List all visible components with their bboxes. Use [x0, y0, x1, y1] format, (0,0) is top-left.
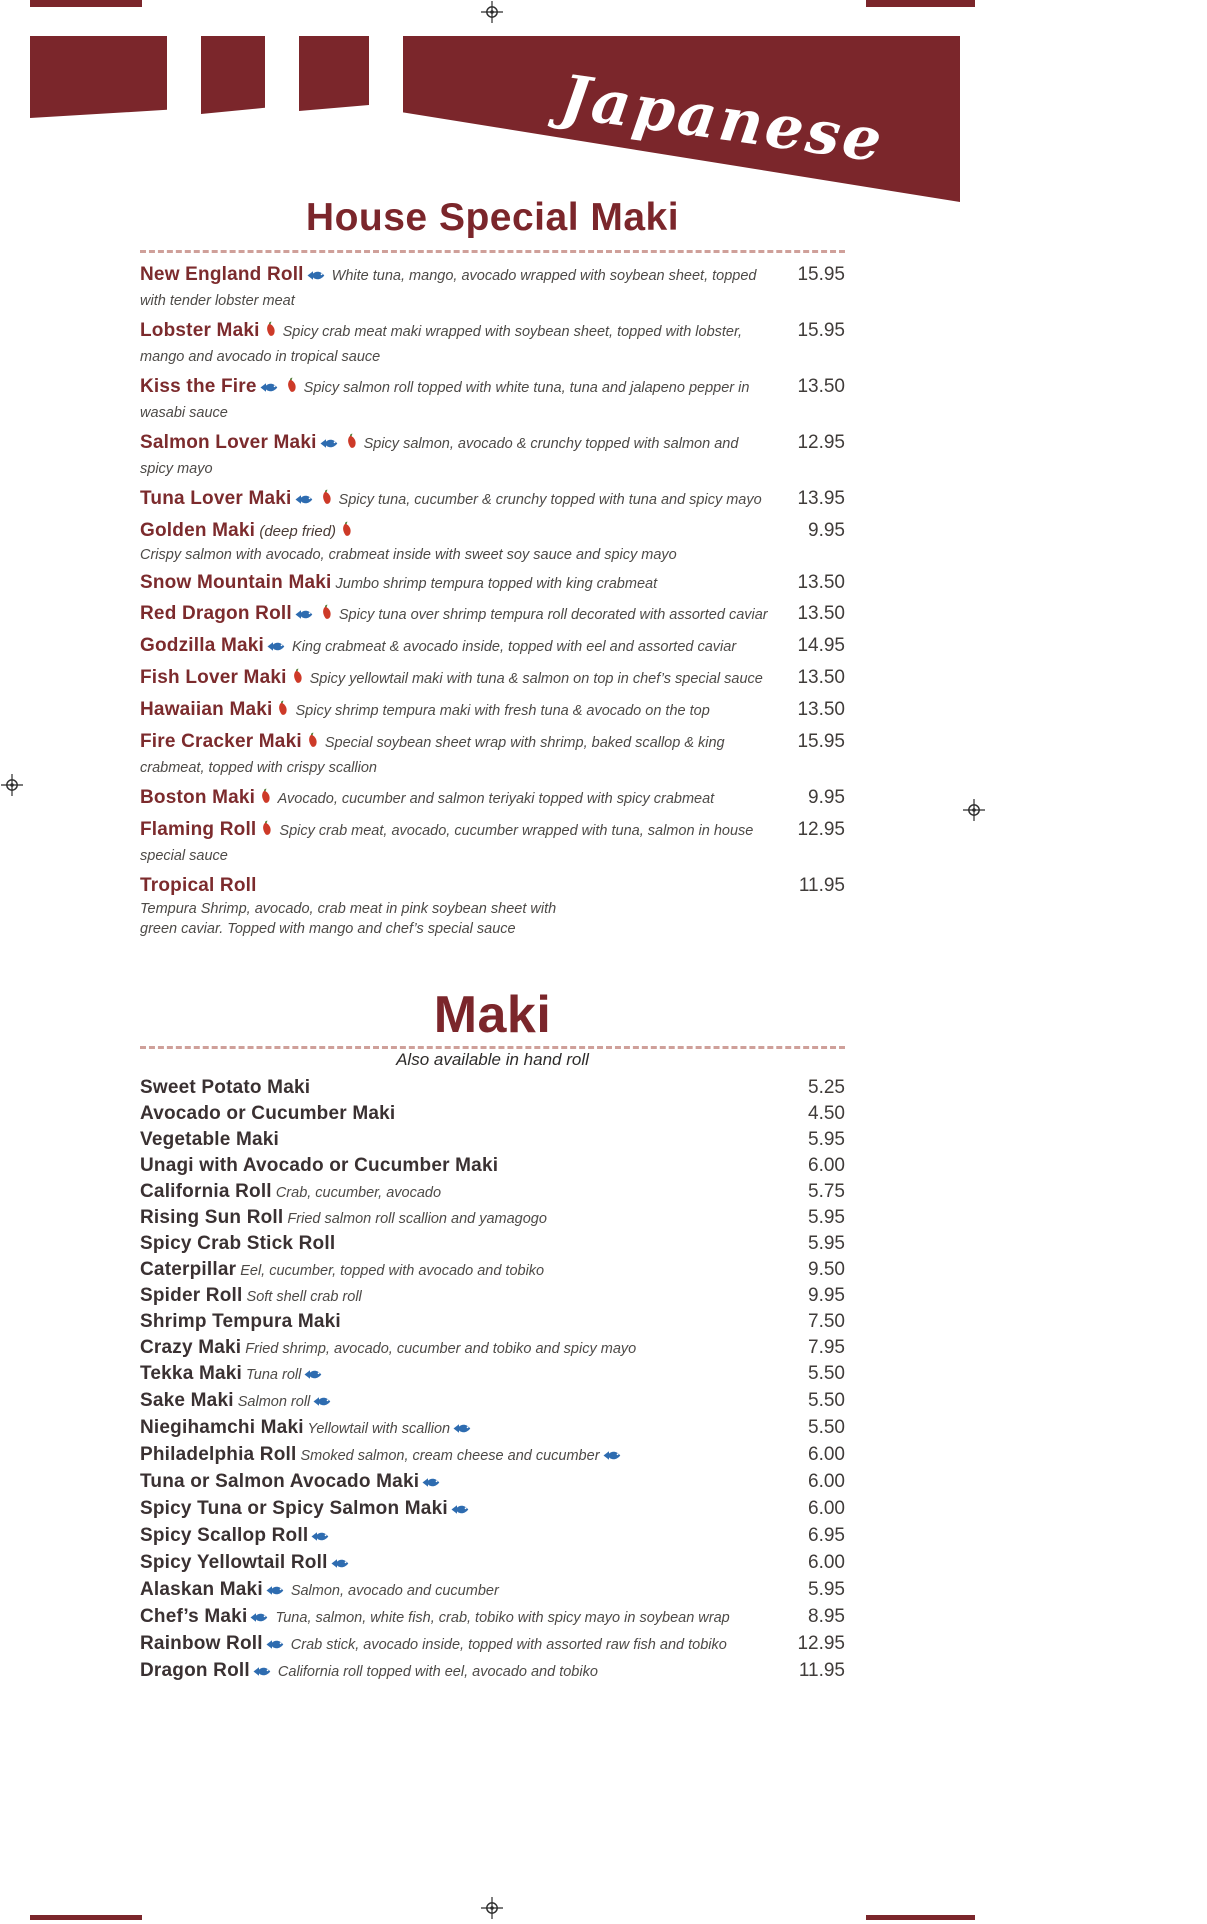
menu-item-main	[140, 1154, 783, 1179]
item-name: Dragon Roll	[140, 1660, 250, 1682]
menu-item	[140, 786, 845, 812]
menu-item-main	[140, 1284, 783, 1309]
menu-item-main	[140, 1232, 783, 1257]
menu-item	[140, 1128, 845, 1153]
menu-item-main	[140, 1524, 783, 1550]
item-price: 12.95	[797, 818, 845, 840]
item-price: 4.50	[808, 1103, 845, 1125]
menu-item	[140, 571, 845, 596]
menu-item	[140, 1632, 845, 1658]
menu-item-main	[140, 1336, 783, 1361]
menu-item	[140, 730, 845, 780]
item-name: Godzilla Maki	[140, 634, 265, 656]
item-price: 9.95	[808, 786, 845, 808]
menu-item	[140, 1076, 845, 1101]
item-price: 9.50	[808, 1259, 845, 1281]
item-price: 6.00	[808, 1444, 845, 1466]
item-description: California roll topped with eel, avocado and tobiko	[273, 1664, 598, 1681]
item-name: Kiss the Fire	[140, 375, 257, 397]
item-price: 11.95	[798, 874, 845, 896]
item-price: 9.95	[808, 1285, 845, 1307]
item-price: 13.50	[797, 571, 845, 593]
item-description-line: Tempura Shrimp, avocado, crab meat in pink soybean sheet with	[140, 900, 557, 917]
item-price: 5.50	[808, 1363, 845, 1385]
item-name: Tropical Roll	[140, 874, 257, 896]
item-description: Salmon, avocado and cucumber	[286, 1583, 499, 1600]
item-name: Rising Sun Roll	[140, 1207, 284, 1229]
item-name: Avocado or Cucumber Maki	[140, 1103, 396, 1125]
fish-icon	[453, 1418, 471, 1442]
item-price: 13.50	[797, 375, 845, 397]
chili-pepper-icon	[263, 321, 276, 345]
item-name: Unagi with Avocado or Cucumber Maki	[140, 1155, 499, 1177]
menu-item	[140, 1659, 845, 1685]
item-description: Spicy crab meat, avocado, cucumber wrapped with tuna, salmon in house special sauce	[140, 822, 754, 864]
item-price: 5.95	[808, 1579, 845, 1601]
item-description: Spicy yellowtail maki with tuna & salmon on top in chef’s special sauce	[305, 670, 763, 687]
fish-icon	[260, 377, 278, 401]
item-description: Special soybean sheet wrap with shrimp, baked scallop & king crabmeat, topped with crispy scallion	[140, 734, 725, 776]
menu-item-main	[140, 666, 783, 692]
item-price: 5.95	[808, 1207, 845, 1229]
item-name: Fire Cracker Maki	[140, 730, 302, 752]
menu-item-main	[140, 519, 783, 565]
item-price: 12.95	[797, 1633, 845, 1655]
chili-pepper-icon	[344, 433, 357, 457]
menu-item-main	[140, 431, 783, 481]
item-name: Lobster Maki	[140, 319, 260, 341]
menu-item-main	[140, 571, 783, 596]
item-description: Fried salmon roll scallion and yamagogo	[283, 1211, 547, 1228]
item-name: Philadelphia Roll	[140, 1444, 297, 1466]
menu-item-main	[140, 1389, 783, 1415]
menu-item-main	[140, 602, 783, 628]
menu-item-main	[140, 319, 783, 369]
menu-content	[140, 196, 845, 1686]
item-description: Spicy crab meat maki wrapped with soybean sheet, topped with lobster, mango and avocado in tropical sauce	[140, 323, 743, 365]
menu-item	[140, 1232, 845, 1257]
item-description: Fried shrimp, avocado, cucumber and tobiko and spicy mayo	[241, 1341, 637, 1358]
item-price: 5.50	[808, 1417, 845, 1439]
item-description: Spicy shrimp tempura maki with fresh tuna & avocado on the top	[291, 702, 710, 719]
chili-pepper-icon	[339, 521, 352, 545]
section-maki	[140, 987, 845, 1685]
menu-item	[140, 1605, 845, 1631]
registration-mark-bottom	[481, 1897, 503, 1919]
registration-mark-top	[481, 1, 503, 23]
menu-item-main	[140, 1362, 783, 1388]
menu-item-main	[140, 1180, 783, 1205]
item-description: White tuna, mango, avocado wrapped with soybean sheet, topped with tender lobster meat	[140, 267, 757, 309]
menu-item	[140, 375, 845, 425]
banner-strip-top-left	[30, 0, 142, 7]
item-name: Vegetable Maki	[140, 1129, 280, 1151]
menu-item	[140, 1336, 845, 1361]
menu-item	[140, 1102, 845, 1127]
item-name: Golden Maki	[140, 519, 256, 541]
item-price: 6.00	[808, 1471, 845, 1493]
section-title: Maki	[433, 985, 552, 1044]
chili-pepper-icon	[259, 820, 272, 844]
menu-item-main	[140, 1470, 783, 1496]
chili-pepper-icon	[290, 668, 303, 692]
registration-mark-right	[963, 799, 985, 821]
item-name: Boston Maki	[140, 786, 256, 808]
menu-item	[140, 1206, 845, 1231]
item-name: Salmon Lover Maki	[140, 431, 317, 453]
banner-stripe-3	[299, 36, 369, 111]
item-description: Jumbo shrimp tempura topped with king crabmeat	[331, 575, 658, 592]
item-price: 5.95	[808, 1129, 845, 1151]
menu-item	[140, 1154, 845, 1179]
menu-item-main	[140, 263, 783, 313]
item-name: Spicy Tuna or Spicy Salmon Maki	[140, 1498, 448, 1520]
menu-item	[140, 1416, 845, 1442]
fish-icon	[313, 1391, 331, 1415]
menu-item-main	[140, 786, 783, 812]
menu-item-main	[140, 1128, 783, 1153]
fish-icon	[422, 1472, 440, 1496]
chili-pepper-icon	[319, 489, 332, 513]
menu-item-main	[140, 818, 783, 868]
menu-item-main	[140, 1497, 783, 1523]
item-description: Avocado, cucumber and salmon teriyaki topped with spicy crabmeat	[274, 790, 715, 807]
item-price: 15.95	[797, 730, 845, 752]
item-description: Spicy tuna, cucumber & crunchy topped with tuna and spicy mayo	[334, 491, 762, 508]
fish-icon	[451, 1499, 469, 1523]
item-note: (deep fried)	[255, 522, 337, 540]
menu-item-main	[140, 1206, 783, 1231]
menu-item-main	[140, 1443, 783, 1469]
item-price: 6.00	[808, 1498, 845, 1520]
menu-item-main	[140, 1416, 783, 1442]
item-price: 6.00	[808, 1155, 845, 1177]
item-price: 15.95	[797, 319, 845, 341]
item-name: New England Roll	[140, 263, 304, 285]
dashed-divider	[140, 250, 845, 253]
banner-strip-top-right	[866, 0, 975, 7]
item-price: 12.95	[797, 431, 845, 453]
item-price: 13.50	[797, 602, 845, 624]
section-house-special-maki	[140, 196, 845, 939]
item-name: Spider Roll	[140, 1285, 243, 1307]
menu-item-main	[140, 1102, 783, 1127]
fish-icon	[267, 636, 285, 660]
section-subtitle: Also available in hand roll	[396, 1050, 589, 1070]
item-price: 11.95	[798, 1660, 845, 1682]
item-description: Spicy salmon, avocado & crunchy topped with salmon and spicy mayo	[140, 435, 739, 477]
menu-item-main	[140, 634, 783, 660]
section-items	[140, 1076, 845, 1685]
item-price: 5.75	[808, 1181, 845, 1203]
fish-icon	[253, 1661, 271, 1685]
menu-item-main	[140, 730, 783, 780]
item-name: Chef’s Maki	[140, 1606, 248, 1628]
item-description: King crabmeat & avocado inside, topped with eel and assorted caviar	[288, 638, 737, 655]
item-description: Tuna roll	[241, 1367, 302, 1384]
menu-item	[140, 1551, 845, 1577]
item-name: Spicy Crab Stick Roll	[140, 1233, 336, 1255]
menu-item	[140, 319, 845, 369]
menu-item	[140, 487, 845, 513]
item-price: 6.00	[808, 1552, 845, 1574]
menu-item	[140, 1258, 845, 1283]
item-price: 13.50	[797, 698, 845, 720]
item-name: Spicy Scallop Roll	[140, 1525, 309, 1547]
fish-icon	[320, 433, 338, 457]
banner-stripe-1	[30, 36, 167, 118]
menu-item	[140, 1362, 845, 1388]
item-price: 5.95	[808, 1233, 845, 1255]
menu-item-main	[140, 1310, 783, 1335]
item-description: Spicy tuna over shrimp tempura roll decorated with assorted caviar	[334, 606, 768, 623]
item-description: Smoked salmon, cream cheese and cucumber	[296, 1448, 600, 1465]
banner-title-text: Japanese	[556, 62, 889, 177]
banner-strip-bottom-left	[30, 1915, 142, 1920]
fish-icon	[295, 489, 313, 513]
menu-item	[140, 1310, 845, 1335]
item-description: Yellowtail with scallion	[303, 1421, 451, 1438]
banner-strip-bottom-right	[866, 1915, 975, 1920]
item-description-line: green caviar. Topped with mango and chef’s special sauce	[140, 920, 516, 937]
item-name: Red Dragon Roll	[140, 602, 292, 624]
menu-item	[140, 519, 845, 565]
item-price: 15.95	[797, 263, 845, 285]
item-description: Crab stick, avocado inside, topped with assorted raw fish and tobiko	[286, 1637, 727, 1654]
menu-item	[140, 1578, 845, 1604]
item-name: Tuna Lover Maki	[140, 487, 292, 509]
menu-item	[140, 1470, 845, 1496]
item-name: Spicy Yellowtail Roll	[140, 1552, 328, 1574]
item-name: Tekka Maki	[140, 1363, 242, 1385]
item-description: Spicy salmon roll topped with white tuna, tuna and jalapeno pepper in wasabi sauce	[140, 379, 750, 421]
menu-item	[140, 1389, 845, 1415]
menu-item	[140, 263, 845, 313]
fish-icon	[311, 1526, 329, 1550]
fish-icon	[295, 604, 313, 628]
fish-icon	[603, 1445, 621, 1469]
menu-item-main	[140, 1605, 783, 1631]
fish-icon	[331, 1553, 349, 1577]
item-price: 13.95	[797, 487, 845, 509]
item-price: 5.25	[808, 1077, 845, 1099]
menu-item	[140, 818, 845, 868]
menu-item-main	[140, 698, 783, 724]
chili-pepper-icon	[305, 732, 318, 756]
item-name: Crazy Maki	[140, 1337, 242, 1359]
item-name: Fish Lover Maki	[140, 666, 287, 688]
menu-item-main	[140, 375, 783, 425]
item-name: Sweet Potato Maki	[140, 1077, 311, 1099]
registration-mark-left	[1, 774, 23, 796]
item-price: 7.50	[808, 1311, 845, 1333]
menu-item-main	[140, 1258, 783, 1283]
menu-item	[140, 874, 845, 939]
item-name: California Roll	[140, 1181, 272, 1203]
item-price: 14.95	[797, 634, 845, 656]
menu-item-main	[140, 1551, 783, 1577]
item-name: Snow Mountain Maki	[140, 571, 332, 593]
item-name: Shrimp Tempura Maki	[140, 1311, 341, 1333]
item-description: Soft shell crab roll	[242, 1289, 362, 1306]
menu-item-main	[140, 874, 783, 939]
item-price: 7.95	[808, 1337, 845, 1359]
chili-pepper-icon	[284, 377, 297, 401]
item-name: Niegihamchi Maki	[140, 1417, 304, 1439]
menu-item-main	[140, 1632, 783, 1658]
item-name: Alaskan Maki	[140, 1579, 263, 1601]
item-name: Tuna or Salmon Avocado Maki	[140, 1471, 420, 1493]
chili-pepper-icon	[319, 604, 332, 628]
item-price: 13.50	[797, 666, 845, 688]
menu-item-main	[140, 487, 783, 513]
menu-item-main	[140, 1076, 783, 1101]
dashed-divider	[140, 1046, 845, 1049]
chili-pepper-icon	[258, 788, 271, 812]
menu-item-main	[140, 1578, 783, 1604]
item-description: Salmon roll	[233, 1394, 311, 1411]
menu-item	[140, 1524, 845, 1550]
fish-icon	[304, 1364, 322, 1388]
item-description: Tuna, salmon, white fish, crab, tobiko with spicy mayo in soybean wrap	[271, 1610, 730, 1627]
item-description-line: Crispy salmon with avocado, crabmeat inside with sweet soy sauce and spicy mayo	[140, 546, 677, 563]
fish-icon	[250, 1607, 268, 1631]
menu-item	[140, 602, 845, 628]
fish-icon	[307, 265, 325, 289]
menu-item	[140, 1443, 845, 1469]
section-items	[140, 263, 845, 939]
menu-item-main	[140, 1659, 783, 1685]
menu-item	[140, 666, 845, 692]
item-name: Flaming Roll	[140, 818, 257, 840]
item-description: Crab, cucumber, avocado	[271, 1185, 442, 1202]
menu-item	[140, 431, 845, 481]
item-price: 8.95	[808, 1606, 845, 1628]
menu-item	[140, 1284, 845, 1309]
item-price: 6.95	[808, 1525, 845, 1547]
fish-icon	[266, 1580, 284, 1604]
item-name: Hawaiian Maki	[140, 698, 273, 720]
menu-item	[140, 634, 845, 660]
item-name: Caterpillar	[140, 1259, 237, 1281]
item-name: Sake Maki	[140, 1390, 234, 1412]
chili-pepper-icon	[275, 700, 288, 724]
item-price: 9.95	[808, 519, 845, 541]
section-title: House Special Maki	[305, 196, 680, 239]
banner-stripe-2	[201, 36, 265, 114]
item-price: 5.50	[808, 1390, 845, 1412]
menu-item	[140, 698, 845, 724]
item-name: Rainbow Roll	[140, 1633, 263, 1655]
item-description: Eel, cucumber, topped with avocado and tobiko	[236, 1263, 545, 1280]
menu-item	[140, 1497, 845, 1523]
fish-icon	[266, 1634, 284, 1658]
menu-item	[140, 1180, 845, 1205]
